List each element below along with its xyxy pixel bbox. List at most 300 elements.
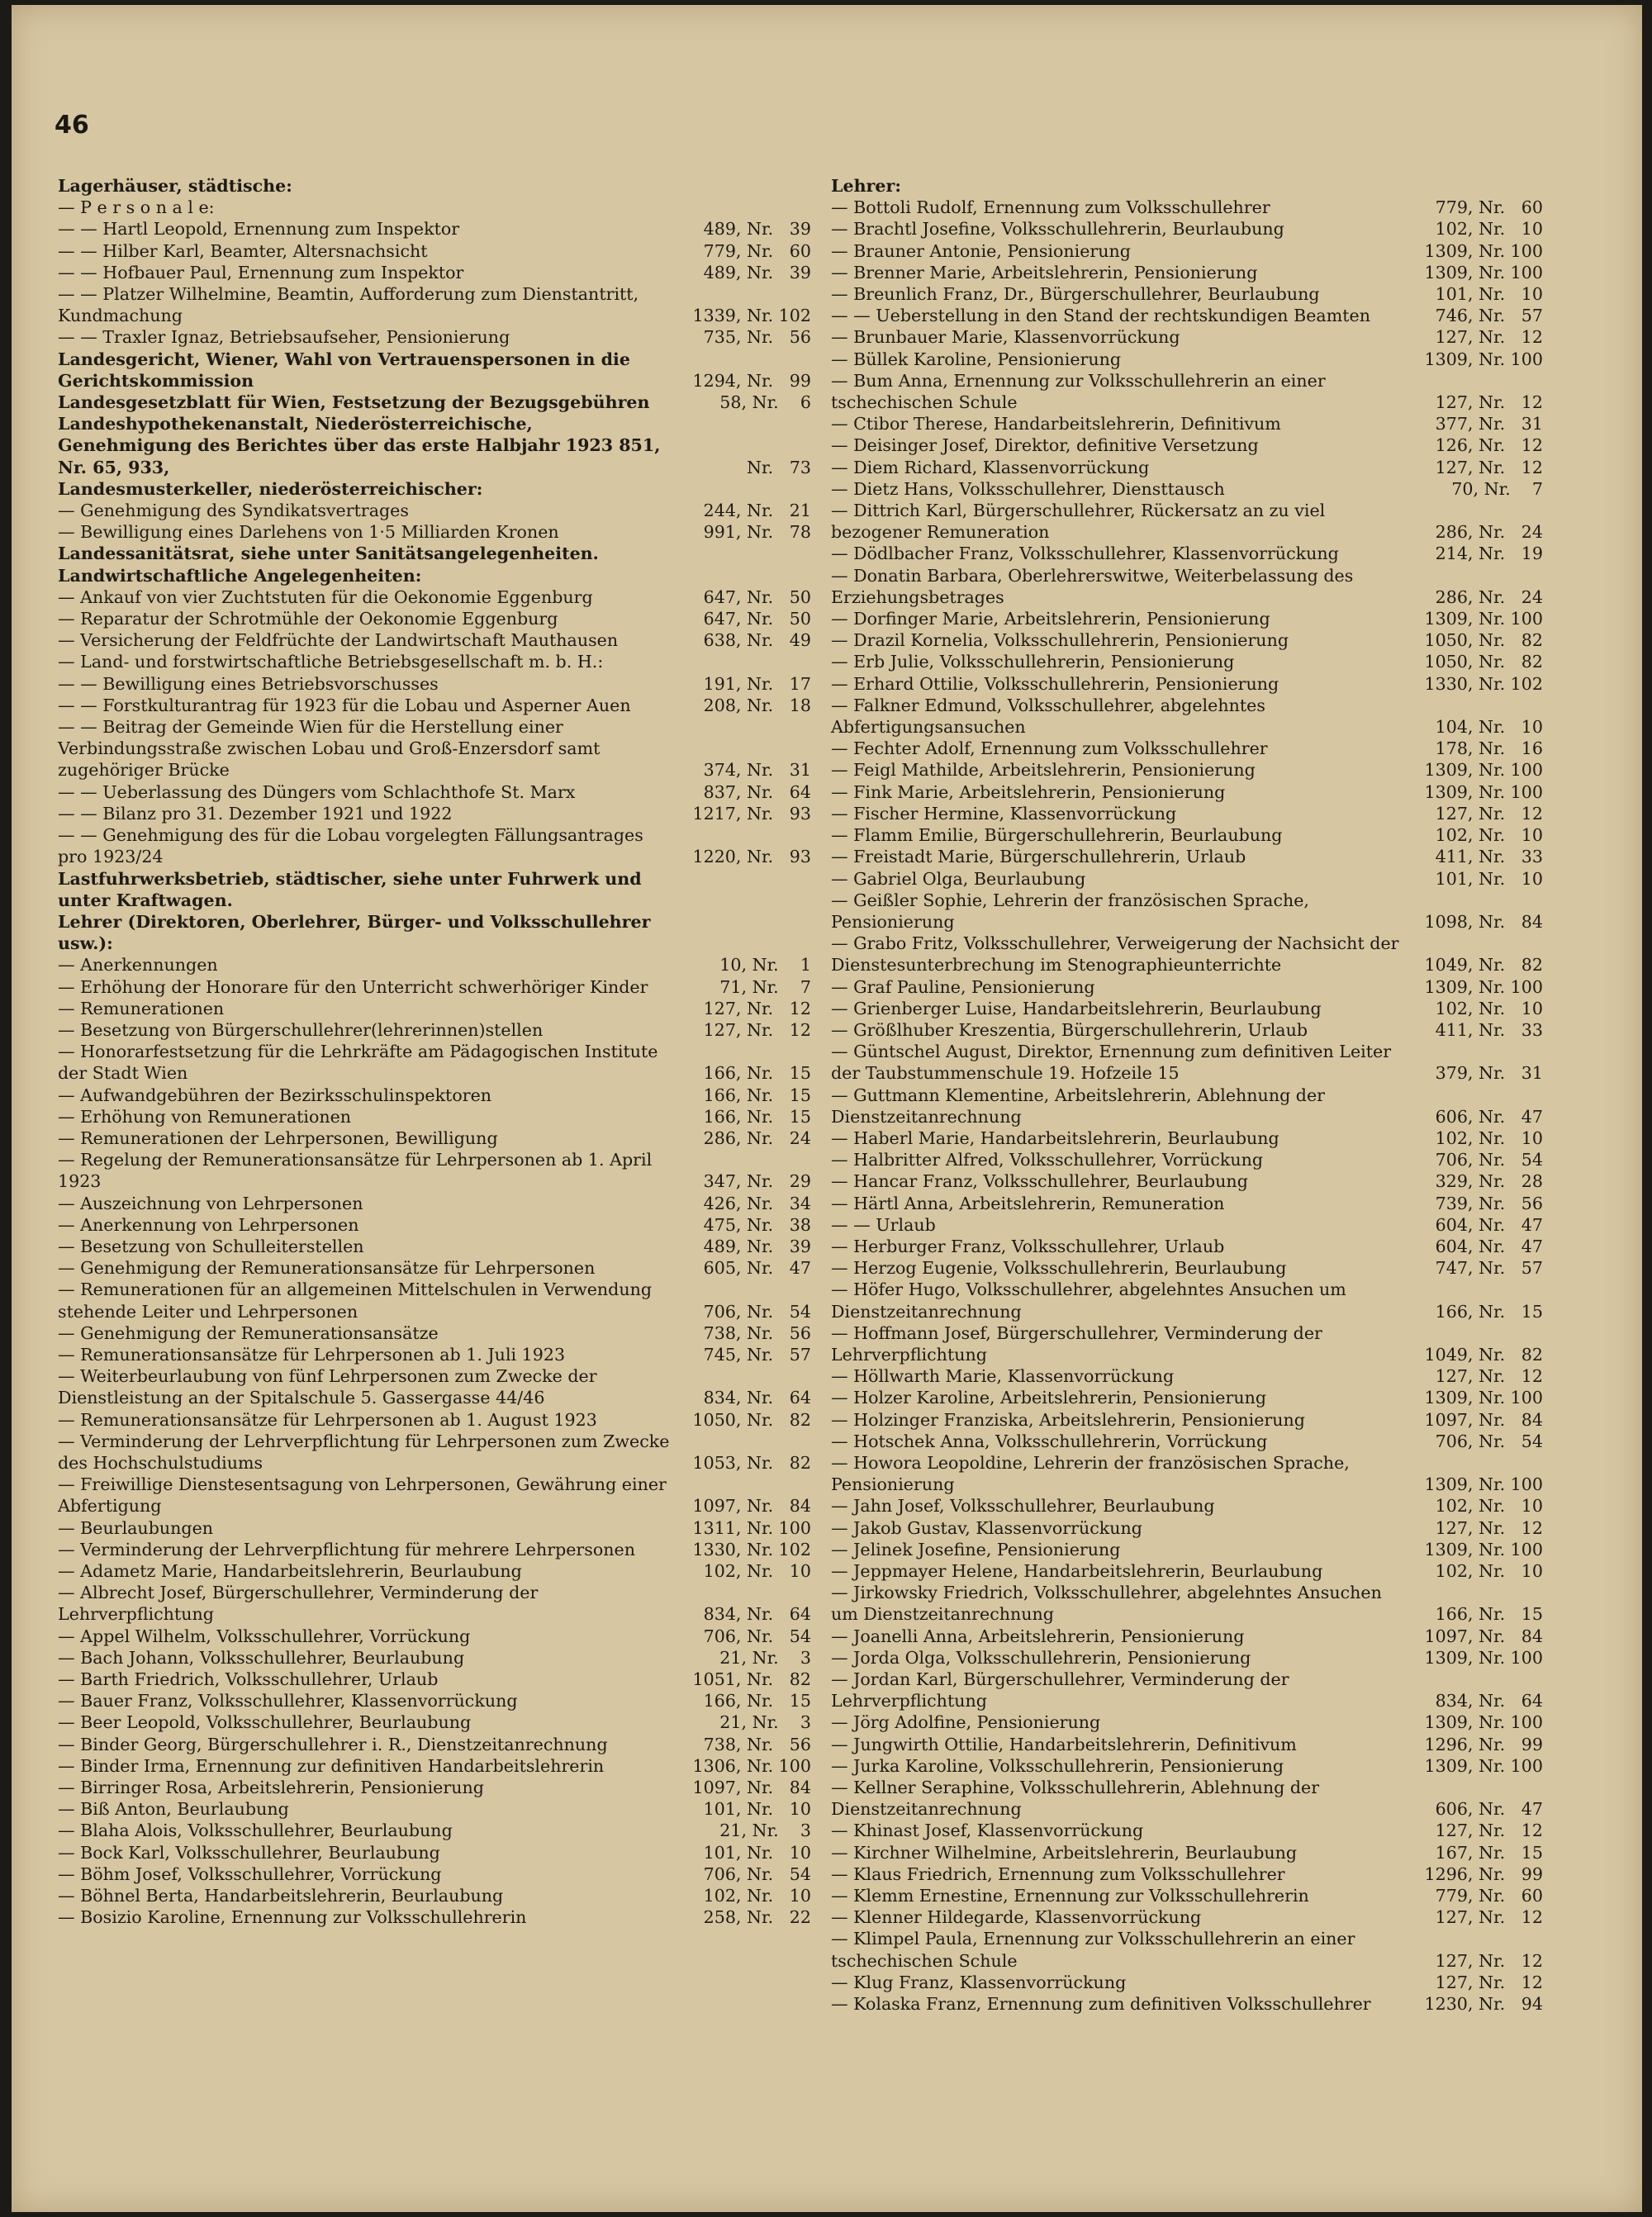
index-entry <box>831 1085 1543 1127</box>
entry-reference: 104, Nr. 10 <box>1435 717 1543 738</box>
index-entry <box>831 1387 1543 1408</box>
entry-text: — Freistadt Marie, Bürgerschullehrerin, Urlaub <box>831 847 1246 867</box>
entry-text: — Brunbauer Marie, Klassenvorrückung <box>831 327 1180 348</box>
index-entry <box>831 457 1543 478</box>
entry-text: — Dödlbacher Franz, Volksschullehrer, Klassenvorrückung <box>831 544 1339 564</box>
index-entry <box>831 890 1543 933</box>
entry-text: — Weiterbeurlaubung von fünf Lehrpersonen zum Zwecke der Dienstleistung an der Spitalschule 5. Gassergasse 44/46 <box>58 1366 597 1408</box>
entry-text: — Remunerationsansätze für Lehrpersonen ab 1. Juli 1923 <box>58 1344 566 1365</box>
entry-reference: 1049, Nr. 82 <box>1424 1344 1543 1365</box>
index-entry <box>831 218 1543 240</box>
entry-text: — Jörg Adolfine, Pensionierung <box>831 1712 1101 1733</box>
index-entry <box>831 478 1543 500</box>
entry-text: — Land- und forstwirtschaftliche Betriebsgesellschaft m. b. H.: <box>58 652 604 672</box>
entry-text: — Diem Richard, Klassenvorrückung <box>831 457 1150 477</box>
entry-reference: 1097, Nr. 84 <box>692 1496 811 1517</box>
index-entry <box>58 1106 811 1127</box>
index-entry <box>58 1236 811 1257</box>
entry-reference: 991, Nr. 78 <box>703 522 811 543</box>
index-entry <box>831 1495 1543 1517</box>
index-entry <box>58 1647 811 1669</box>
entry-text: — Holzer Karoline, Arbeitslehrerin, Pensionierung <box>831 1388 1267 1408</box>
entry-text: — Graf Pauline, Pensionierung <box>831 976 1095 997</box>
index-entry <box>58 1193 811 1214</box>
entry-text: — Falkner Edmund, Volksschullehrer, abgelehntes Abfertigungsansuchen <box>831 695 1265 738</box>
entry-reference: 706, Nr. 54 <box>703 1626 811 1646</box>
index-entry <box>58 175 811 197</box>
index-entry <box>58 413 811 478</box>
index-entry <box>831 565 1543 608</box>
entry-reference: 166, Nr. 15 <box>1435 1301 1543 1322</box>
entry-reference: 1050, Nr. 82 <box>1424 652 1543 672</box>
entry-text: — Jorda Olga, Volksschullehrerin, Pensionierung <box>831 1647 1251 1668</box>
index-entry <box>58 998 811 1019</box>
index-entry <box>58 1582 811 1625</box>
index-entry <box>58 543 811 564</box>
entry-reference: 779, Nr. 60 <box>703 240 811 261</box>
entry-reference: 426, Nr. 34 <box>703 1193 811 1213</box>
entry-reference: 489, Nr. 39 <box>703 219 811 240</box>
index-entry <box>831 1041 1543 1084</box>
index-entry <box>58 218 811 240</box>
entry-reference: 1309, Nr. 100 <box>1424 781 1543 802</box>
entry-reference: 1309, Nr. 100 <box>1424 349 1543 369</box>
index-entry <box>831 1885 1543 1906</box>
entry-reference: 746, Nr. 57 <box>1435 306 1543 326</box>
index-entry <box>831 1517 1543 1539</box>
entry-reference: 127, Nr. 12 <box>703 998 811 1018</box>
entry-reference: 166, Nr. 15 <box>1435 1604 1543 1625</box>
entry-reference: 1097, Nr. 84 <box>1424 1626 1543 1646</box>
entry-text: — Klenner Hildegarde, Klassenvorrückung <box>831 1907 1202 1928</box>
entry-text: — Geißler Sophie, Lehrerin der französischen Sprache, Pensionierung <box>831 890 1309 932</box>
index-entry <box>58 1755 811 1777</box>
entry-reference: 379, Nr. 31 <box>1435 1063 1543 1084</box>
entry-reference: 1309, Nr. 100 <box>1424 1474 1543 1495</box>
entry-reference: 102, Nr. 10 <box>1435 219 1543 240</box>
index-entry <box>831 1279 1543 1322</box>
index-entry <box>58 586 811 608</box>
entry-reference: 127, Nr. 12 <box>1435 1366 1543 1387</box>
entry-text: — Bewilligung eines Darlehens von 1·5 Milliarden Kronen <box>58 522 559 543</box>
index-entry <box>58 262 811 283</box>
entry-reference: 102, Nr. 10 <box>1435 825 1543 846</box>
entry-reference: 127, Nr. 12 <box>1435 327 1543 348</box>
entry-text: — Jirkowsky Friedrich, Volksschullehrer, abgelehntes Ansuchen um Dienstzeitanrechnung <box>831 1583 1382 1625</box>
entry-reference: 286, Nr. 24 <box>1435 522 1543 543</box>
entry-text: — Besetzung von Bürgerschullehrer(lehrerinnen)stellen <box>58 1019 544 1040</box>
index-entry <box>58 1777 811 1798</box>
entry-text: — Auszeichnung von Lehrpersonen <box>58 1193 363 1213</box>
index-entry <box>58 1344 811 1365</box>
index-entry <box>831 197 1543 218</box>
entry-reference: 70, Nr. 7 <box>1451 478 1543 499</box>
index-entry <box>831 695 1543 738</box>
entry-text: — Remunerationen der Lehrpersonen, Bewilligung <box>58 1127 498 1148</box>
index-entry <box>58 1041 811 1084</box>
entry-reference: 604, Nr. 47 <box>1435 1214 1543 1235</box>
entry-reference: 745, Nr. 57 <box>703 1344 811 1365</box>
entry-text: — Aufwandgebühren der Bezirksschulinspektoren <box>58 1085 492 1105</box>
entry-reference: 1309, Nr. 100 <box>1424 976 1543 997</box>
entry-text: — Hotschek Anna, Volksschullehrerin, Vorrückung <box>831 1431 1268 1451</box>
entry-text: — Guttmann Klementine, Arbeitslehrerin, Ablehnung der Dienstzeitanrechnung <box>831 1085 1326 1127</box>
entry-reference: 1097, Nr. 84 <box>1424 1409 1543 1430</box>
entry-text: — Genehmigung der Remunerationsansätze für Lehrpersonen <box>58 1258 596 1279</box>
entry-reference: 706, Nr. 54 <box>1435 1431 1543 1451</box>
entry-reference: 779, Nr. 60 <box>1435 1886 1543 1906</box>
entry-reference: 1050, Nr. 82 <box>692 1409 811 1430</box>
index-entry <box>831 1170 1543 1192</box>
index-entry <box>831 434 1543 456</box>
index-entry <box>831 1193 1543 1214</box>
index-entry <box>831 283 1543 305</box>
entry-text: — Büllek Karoline, Pensionierung <box>831 349 1122 369</box>
entry-reference: 739, Nr. 56 <box>1435 1193 1543 1213</box>
entry-text: — Bock Karl, Volksschullehrer, Beurlaubung <box>58 1842 440 1863</box>
entry-reference: 475, Nr. 38 <box>703 1214 811 1235</box>
index-entry <box>58 1711 811 1733</box>
entry-text: — Khinast Josef, Klassenvorrückung <box>831 1821 1144 1841</box>
entry-text: — Kolaska Franz, Ernennung zum definitiven Volksschullehrer <box>831 1994 1371 2015</box>
index-entry <box>58 608 811 629</box>
entry-reference: 1339, Nr. 102 <box>692 306 811 326</box>
index-entry <box>831 305 1543 326</box>
entry-text: Landwirtschaftliche Angelegenheiten: <box>58 565 422 586</box>
entry-text: — Hancar Franz, Volksschullehrer, Beurlaubung <box>831 1171 1248 1192</box>
entry-text: — Jungwirth Ottilie, Handarbeitslehrerin, Definitivum <box>831 1734 1297 1754</box>
entry-reference: 101, Nr. 10 <box>703 1799 811 1820</box>
entry-text: — Jelinek Josefine, Pensionierung <box>831 1539 1121 1559</box>
index-entry <box>831 759 1543 781</box>
entry-reference: 1309, Nr. 100 <box>1424 262 1543 282</box>
entry-text: — Brenner Marie, Arbeitslehrerin, Pensionierung <box>831 262 1258 282</box>
entry-text: — — Bewilligung eines Betriebsvorschusses <box>58 673 439 694</box>
entry-reference: 127, Nr. 12 <box>1435 457 1543 477</box>
index-entry <box>831 1452 1543 1495</box>
index-entry <box>58 868 811 911</box>
entry-text: — Feigl Mathilde, Arbeitslehrerin, Pensionierung <box>831 760 1256 781</box>
entry-reference: 834, Nr. 64 <box>1435 1691 1543 1711</box>
entry-text: — Remunerationen für an allgemeinen Mittelschulen in Verwendung stehende Leiter und Lehrpersonen <box>58 1279 653 1322</box>
entry-reference: 411, Nr. 33 <box>1435 1019 1543 1040</box>
entry-reference: 127, Nr. 12 <box>1435 1907 1543 1928</box>
entry-text: — Flamm Emilie, Bürgerschullehrerin, Beurlaubung <box>831 825 1283 846</box>
entry-text: — Herburger Franz, Volksschullehrer, Urlaub <box>831 1236 1225 1256</box>
entry-reference: 604, Nr. 47 <box>1435 1236 1543 1256</box>
entry-text: — Ctibor Therese, Handarbeitslehrerin, Definitivum <box>831 414 1281 434</box>
index-entry <box>831 1669 1543 1711</box>
entry-text: — — Platzer Wilhelmine, Beamtin, Aufforderung zum Dienstantritt, Kundmachung <box>58 284 639 326</box>
index-entry <box>831 629 1543 651</box>
index-entry <box>58 1149 811 1192</box>
entry-reference: 1311, Nr. 100 <box>692 1517 811 1538</box>
entry-reference: 102, Nr. 10 <box>1435 1496 1543 1517</box>
entry-text: — Deisinger Josef, Direktor, definitive Versetzung <box>831 435 1259 456</box>
index-entry <box>58 1690 811 1711</box>
entry-text: — Jordan Karl, Bürgerschullehrer, Verminderung der Lehrverpflichtung <box>831 1669 1289 1711</box>
entry-reference: 738, Nr. 56 <box>703 1322 811 1343</box>
entry-text: — Güntschel August, Direktor, Ernennung zum definitiven Leiter der Taubstummenschule 19. Hofzeile 15 <box>831 1042 1392 1084</box>
entry-text: — Anerkennung von Lehrpersonen <box>58 1214 359 1235</box>
entry-text: — Dittrich Karl, Bürgerschullehrer, Rückersatz an zu viel bezogener Remuneration <box>831 501 1326 543</box>
entry-text: Lehrer (Direktoren, Oberlehrer, Bürger- und Volksschullehrer usw.): <box>58 911 651 954</box>
entry-text: — Erhöhung der Honorare für den Unterricht schwerhöriger Kinder <box>58 976 648 997</box>
entry-text: — Reparatur der Schrotmühle der Oekonomie Eggenburg <box>58 609 558 629</box>
entry-text: — Klaus Friedrich, Ernennung zum Volksschullehrer <box>831 1863 1285 1884</box>
entry-reference: 706, Nr. 54 <box>703 1863 811 1884</box>
index-entry <box>831 673 1543 695</box>
entry-reference: 166, Nr. 15 <box>703 1106 811 1127</box>
entry-text: — Bottoli Rudolf, Ernennung zum Volksschullehrer <box>831 197 1270 218</box>
entry-reference: 706, Nr. 54 <box>703 1301 811 1322</box>
entry-text: — Ankauf von vier Zuchtstuten für die Oekonomie Eggenburg <box>58 586 593 607</box>
entry-text: Landesgesetzblatt für Wien, Festsetzung der Bezugsgebühren <box>58 392 650 413</box>
entry-reference: 834, Nr. 64 <box>703 1604 811 1625</box>
entry-text: — — Traxler Ignaz, Betriebsaufseher, Pensionierung <box>58 327 510 348</box>
index-entry <box>831 1019 1543 1041</box>
index-entry <box>58 1669 811 1690</box>
entry-reference: 1309, Nr. 100 <box>1424 1647 1543 1668</box>
index-entry <box>58 240 811 262</box>
entry-text: — Anerkennungen <box>58 955 218 976</box>
index-entry <box>58 716 811 781</box>
entry-text: — Erhöhung von Remunerationen <box>58 1106 352 1127</box>
entry-text: — Fischer Hermine, Klassenvorrückung <box>831 803 1177 824</box>
entry-reference: 21, Nr. 3 <box>719 1712 811 1733</box>
entry-reference: 214, Nr. 19 <box>1435 544 1543 564</box>
index-page <box>12 5 1642 2212</box>
entry-text: — Härtl Anna, Arbeitslehrerin, Remuneration <box>831 1193 1225 1213</box>
entry-text: — Binder Irma, Ernennung zur definitiven Handarbeitslehrerin <box>58 1755 605 1776</box>
entry-reference: 191, Nr. 17 <box>703 673 811 694</box>
entry-text: — Herzog Eugenie, Volksschullehrerin, Beurlaubung <box>831 1258 1287 1279</box>
entry-text: — Kellner Seraphine, Volksschullehrerin, Ablehnung der Dienstzeitanrechnung <box>831 1778 1320 1820</box>
entry-reference: 1309, Nr. 100 <box>1424 1755 1543 1776</box>
entry-text: — — Genehmigung des für die Lobau vorgelegten Fällungsantrages pro 1923/24 <box>58 825 643 867</box>
entry-reference: 347, Nr. 29 <box>703 1171 811 1192</box>
entry-text: — Jahn Josef, Volksschullehrer, Beurlaubung <box>831 1496 1215 1517</box>
entry-text: — Joanelli Anna, Arbeitslehrerin, Pensionierung <box>831 1626 1245 1646</box>
entry-reference: 1306, Nr. 100 <box>692 1755 811 1776</box>
entry-text: — Remunerationsansätze für Lehrpersonen ab 1. August 1923 <box>58 1409 597 1430</box>
index-entry <box>831 1972 1543 1993</box>
index-entry <box>58 1906 811 1928</box>
entry-text: — Größlhuber Kreszentia, Bürgerschullehrerin, Urlaub <box>831 1019 1308 1040</box>
index-entry <box>58 1539 811 1560</box>
entry-reference: 58, Nr. 6 <box>719 392 811 413</box>
entry-text: — Howora Leopoldine, Lehrerin der französischen Sprache, Pensionierung <box>831 1452 1350 1495</box>
entry-reference: 1050, Nr. 82 <box>1424 630 1543 651</box>
index-entry <box>58 197 811 218</box>
entry-text: — Erhard Ottilie, Volksschullehrerin, Pensionierung <box>831 673 1279 694</box>
index-entry <box>831 1560 1543 1582</box>
entry-text: — Appel Wilhelm, Volksschullehrer, Vorrückung <box>58 1626 471 1646</box>
index-entry <box>831 1820 1543 1841</box>
index-entry <box>831 846 1543 867</box>
entry-reference: 1217, Nr. 93 <box>692 803 811 824</box>
index-entry <box>58 695 811 716</box>
entry-text: Lehrer: <box>831 176 901 196</box>
entry-reference: 166, Nr. 15 <box>703 1085 811 1105</box>
entry-text: — Bosizio Karoline, Ernennung zur Volksschullehrerin <box>58 1907 527 1928</box>
entry-text: — Dorfinger Marie, Arbeitslehrerin, Pensionierung <box>831 609 1270 629</box>
index-entry <box>831 738 1543 759</box>
index-entry <box>58 1431 811 1474</box>
entry-reference: 1294, Nr. 99 <box>692 370 811 391</box>
entry-reference: 706, Nr. 54 <box>1435 1150 1543 1170</box>
entry-text: — Bauer Franz, Volksschullehrer, Klassenvorrückung <box>58 1691 518 1711</box>
index-entry <box>58 1560 811 1582</box>
entry-text: — Holzinger Franziska, Arbeitslehrerin, Pensionierung <box>831 1409 1305 1430</box>
entry-text: Landesmusterkeller, niederösterreichischer: <box>58 478 483 499</box>
index-entry <box>831 1365 1543 1387</box>
entry-reference: 1051, Nr. 82 <box>692 1669 811 1690</box>
index-entry <box>58 392 811 413</box>
index-entry <box>58 521 811 543</box>
index-entry <box>58 1517 811 1539</box>
index-entry <box>58 976 811 998</box>
index-entry <box>831 500 1543 543</box>
entry-reference: 647, Nr. 50 <box>703 609 811 629</box>
index-entry <box>831 1626 1543 1647</box>
entry-text: — Genehmigung des Syndikatsvertrages <box>58 501 409 521</box>
index-entry <box>58 803 811 824</box>
entry-reference: 127, Nr. 12 <box>1435 803 1543 824</box>
entry-reference: 286, Nr. 24 <box>1435 586 1543 607</box>
entry-reference: 1309, Nr. 100 <box>1424 240 1543 261</box>
entry-reference: 1330, Nr. 102 <box>1424 673 1543 694</box>
entry-text: — Beer Leopold, Volksschullehrer, Beurlaubung <box>58 1712 472 1733</box>
index-column-left <box>58 175 811 1928</box>
entry-text: — P e r s o n a l e: <box>58 197 215 218</box>
entry-text: — Versicherung der Feldfrüchte der Landwirtschaft Mauthausen <box>58 630 619 651</box>
index-entry <box>831 1214 1543 1236</box>
entry-text: — — Bilanz pro 31. Dezember 1921 und 1922 <box>58 803 453 824</box>
entry-reference: 127, Nr. 12 <box>1435 1517 1543 1538</box>
index-entry <box>831 1409 1543 1431</box>
index-entry <box>58 1019 811 1041</box>
entry-text: — Erb Julie, Volksschullehrerin, Pensionierung <box>831 652 1235 672</box>
entry-text: — Haberl Marie, Handarbeitslehrerin, Beurlaubung <box>831 1127 1279 1148</box>
entry-text: — Honorarfestsetzung für die Lehrkräfte am Pädagogischen Institute der Stadt Wien <box>58 1042 658 1084</box>
entry-text: — Jeppmayer Helene, Handarbeitslehrerin, Beurlaubung <box>831 1561 1323 1581</box>
entry-text: — Birringer Rosa, Arbeitslehrerin, Pensionierung <box>58 1778 484 1798</box>
index-entry <box>58 500 811 521</box>
entry-reference: 71, Nr. 7 <box>719 976 811 997</box>
entry-reference: 329, Nr. 28 <box>1435 1171 1543 1192</box>
index-entry <box>831 1127 1543 1149</box>
entry-text: — — Urlaub <box>831 1214 936 1235</box>
entry-text: — Jakob Gustav, Klassenvorrückung <box>831 1517 1142 1538</box>
entry-text: — Fink Marie, Arbeitslehrerin, Pensionierung <box>831 781 1226 802</box>
index-entry <box>831 1777 1543 1820</box>
index-entry <box>58 651 811 672</box>
entry-reference: 747, Nr. 57 <box>1435 1258 1543 1279</box>
entry-reference: 127, Nr. 12 <box>1435 392 1543 413</box>
index-entry <box>58 1322 811 1344</box>
entry-text: — Halbritter Alfred, Volksschullehrer, Vorrückung <box>831 1150 1264 1170</box>
entry-text: Landesgericht, Wiener, Wahl von Vertrauenspersonen in die Gerichtskommission <box>58 349 630 391</box>
entry-reference: 166, Nr. 15 <box>703 1063 811 1084</box>
entry-text: — Bum Anna, Ernennung zur Volksschullehrerin an einer tschechischen Schule <box>831 370 1326 413</box>
index-entry <box>831 976 1543 998</box>
entry-text: — Gabriel Olga, Beurlaubung <box>831 868 1086 889</box>
entry-text: — Adametz Marie, Handarbeitslehrerin, Beurlaubung <box>58 1561 522 1581</box>
index-entry <box>58 1365 811 1408</box>
index-entry <box>58 326 811 348</box>
entry-reference: 1049, Nr. 82 <box>1424 955 1543 976</box>
index-entry <box>58 629 811 651</box>
entry-reference: 167, Nr. 15 <box>1435 1842 1543 1863</box>
entry-text: — Grabo Fritz, Volksschullehrer, Verweigerung der Nachsicht der Dienstesunterbrechung im Stenographieunterrichte <box>831 933 1399 976</box>
page-number: 46 <box>55 111 89 140</box>
entry-reference: 1220, Nr. 93 <box>692 847 811 867</box>
index-entry <box>831 803 1543 824</box>
entry-reference: 606, Nr. 47 <box>1435 1106 1543 1127</box>
entry-text: — — Hartl Leopold, Ernennung zum Inspektor <box>58 219 460 240</box>
entry-reference: 127, Nr. 12 <box>1435 1950 1543 1971</box>
index-entry <box>831 651 1543 672</box>
entry-text: Lastfuhrwerksbetrieb, städtischer, siehe unter Fuhrwerk und unter Kraftwagen. <box>58 868 642 910</box>
entry-reference: 127, Nr. 12 <box>703 1019 811 1040</box>
index-entry <box>831 1257 1543 1279</box>
entry-text: Landessanitätsrat, siehe unter Sanitätsangelegenheiten. <box>58 544 599 564</box>
index-entry <box>58 565 811 586</box>
index-entry <box>831 1863 1543 1885</box>
index-entry <box>58 911 811 954</box>
entry-text: — — Beitrag der Gemeinde Wien für die Herstellung einer Verbindungsstraße zwischen Lobau und Groß-Enzersdorf samt zugehöriger Brücke <box>58 717 601 781</box>
index-entry <box>58 1798 811 1820</box>
index-entry <box>831 349 1543 370</box>
entry-reference: 258, Nr. 22 <box>703 1907 811 1928</box>
index-entry <box>831 1993 1543 2015</box>
entry-reference: 21, Nr. 3 <box>719 1821 811 1841</box>
entry-text: — Verminderung der Lehrverpflichtung für mehrere Lehrpersonen <box>58 1539 635 1559</box>
entry-reference: 377, Nr. 31 <box>1435 414 1543 434</box>
index-entry <box>58 1257 811 1279</box>
entry-text: — Brauner Antonie, Pensionierung <box>831 240 1131 261</box>
index-entry <box>58 1820 811 1841</box>
entry-text: — Grienberger Luise, Handarbeitslehrerin, Beurlaubung <box>831 998 1322 1018</box>
index-entry <box>58 478 811 500</box>
index-entry <box>58 824 811 867</box>
entry-text: — Besetzung von Schulleiterstellen <box>58 1236 364 1256</box>
entry-reference: 647, Nr. 50 <box>703 586 811 607</box>
entry-text: — — Ueberstellung in den Stand der rechtskundigen Beamten <box>831 306 1370 326</box>
entry-text: — Brachtl Josefine, Volksschullehrerin, Beurlaubung <box>831 219 1284 240</box>
index-entry <box>831 1842 1543 1863</box>
index-entry <box>58 1474 811 1517</box>
entry-reference: 101, Nr. 10 <box>1435 284 1543 305</box>
entry-reference: 489, Nr. 39 <box>703 1236 811 1256</box>
index-entry <box>58 1863 811 1885</box>
index-entry <box>58 1409 811 1431</box>
index-entry <box>831 1755 1543 1777</box>
index-entry <box>58 1626 811 1647</box>
index-entry <box>58 349 811 392</box>
entry-text: — Jurka Karoline, Volksschullehrerin, Pensionierung <box>831 1755 1284 1776</box>
entry-reference: 102, Nr. 10 <box>703 1561 811 1581</box>
index-entry <box>831 1149 1543 1170</box>
entry-text: — Drazil Kornelia, Volksschullehrerin, Pensionierung <box>831 630 1289 651</box>
entry-text: — Klimpel Paula, Ernennung zur Volksschullehrerin an einer tschechischen Schule <box>831 1929 1355 1971</box>
entry-text: — Barth Friedrich, Volksschullehrer, Urlaub <box>58 1669 439 1690</box>
entry-text: — Klemm Ernestine, Ernennung zur Volksschullehrerin <box>831 1886 1309 1906</box>
entry-reference: 126, Nr. 12 <box>1435 435 1543 456</box>
entry-text: — Verminderung der Lehrverpflichtung für Lehrpersonen zum Zwecke des Hochschulstudiums <box>58 1431 670 1473</box>
entry-text: — Regelung der Remunerationsansätze für Lehrpersonen ab 1. April 1923 <box>58 1150 653 1192</box>
